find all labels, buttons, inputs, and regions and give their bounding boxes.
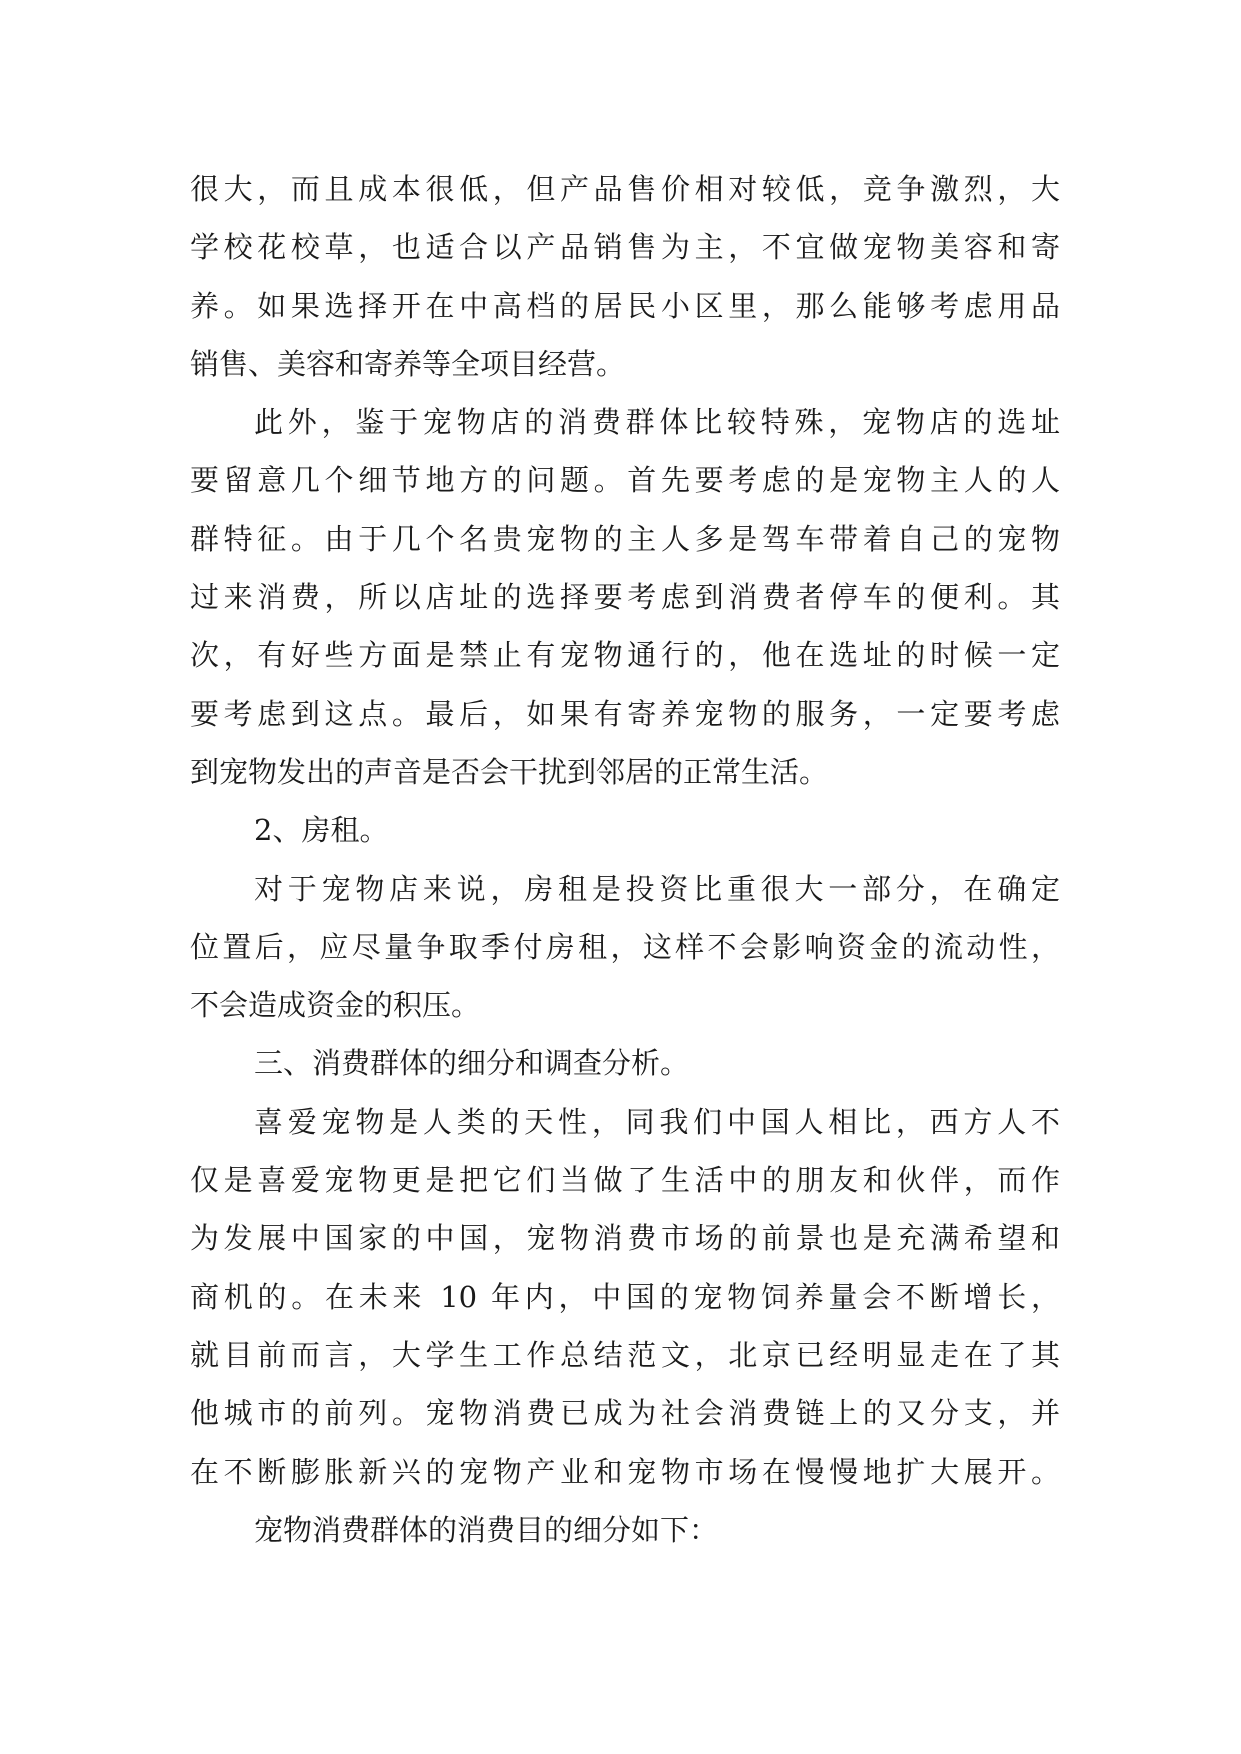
text-line: 次，有好些方面是禁止有宠物通行的，他在选址的时候一定 (190, 638, 1060, 673)
paragraph-1 (190, 160, 1060, 393)
text-line: 仅是喜爱宠物更是把它们当做了生活中的朋友和伙伴，而作 (190, 1163, 1060, 1198)
text-line: 到宠物发出的声音是否会干扰到邻居的正常生活。 (190, 754, 829, 789)
heading-line: 三、消费群体的细分和调查分析。 (254, 1046, 690, 1081)
heading-line: 2、房租。 (254, 813, 389, 848)
text-line: 不会造成资金的积压。 (190, 988, 481, 1023)
text-line: 要考虑到这点。最后，如果有寄养宠物的服务，一定要考虑 (190, 696, 1060, 731)
text-line: 在不断膨胀新兴的宠物产业和宠物市场在慢慢地扩大展开。 (190, 1454, 1060, 1489)
text-line: 此外，鉴于宠物店的消费群体比较特殊，宠物店的选址 (254, 405, 1060, 440)
paragraph-consumer-groups (190, 1093, 1060, 1501)
text-line: 商机的。在未来 10 年内，中国的宠物饲养量会不断增长， (190, 1279, 1060, 1314)
body-text (190, 160, 1060, 1559)
paragraph-segmentation-intro (190, 1501, 1060, 1559)
text-line: 学校花校草，也适合以产品销售为主，不宜做宠物美容和寄 (190, 230, 1060, 265)
section-heading-consumer-groups (190, 1034, 1060, 1092)
text-line: 过来消费，所以店址的选择要考虑到消费者停车的便利。其 (190, 580, 1060, 615)
text-line: 养。如果选择开在中高档的居民小区里，那么能够考虑用品 (190, 288, 1060, 323)
paragraph-2 (190, 393, 1060, 801)
text-line: 对于宠物店来说，房租是投资比重很大一部分，在确定 (254, 871, 1060, 906)
text-line: 宠物消费群体的消费目的细分如下： (254, 1512, 719, 1547)
section-heading-rent (190, 801, 1060, 859)
text-line: 喜爱宠物是人类的天性，同我们中国人相比，西方人不 (254, 1104, 1060, 1139)
text-line: 销售、美容和寄养等全项目经营。 (190, 346, 626, 381)
text-line: 要留意几个细节地方的问题。首先要考虑的是宠物主人的人 (190, 463, 1060, 498)
text-line: 群特征。由于几个名贵宠物的主人多是驾车带着自己的宠物 (190, 521, 1060, 556)
text-line: 很大，而且成本很低，但产品售价相对较低，竞争激烈，大 (190, 172, 1060, 206)
text-line: 就目前而言，大学生工作总结范文，北京已经明显走在了其 (190, 1337, 1060, 1372)
text-line: 位置后，应尽量争取季付房租，这样不会影响资金的流动性， (190, 929, 1060, 964)
text-line: 他城市的前列。宠物消费已成为社会消费链上的又分支，并 (190, 1396, 1060, 1431)
text-line: 为发展中国家的中国，宠物消费市场的前景也是充满希望和 (190, 1221, 1060, 1256)
paragraph-rent (190, 860, 1060, 1035)
